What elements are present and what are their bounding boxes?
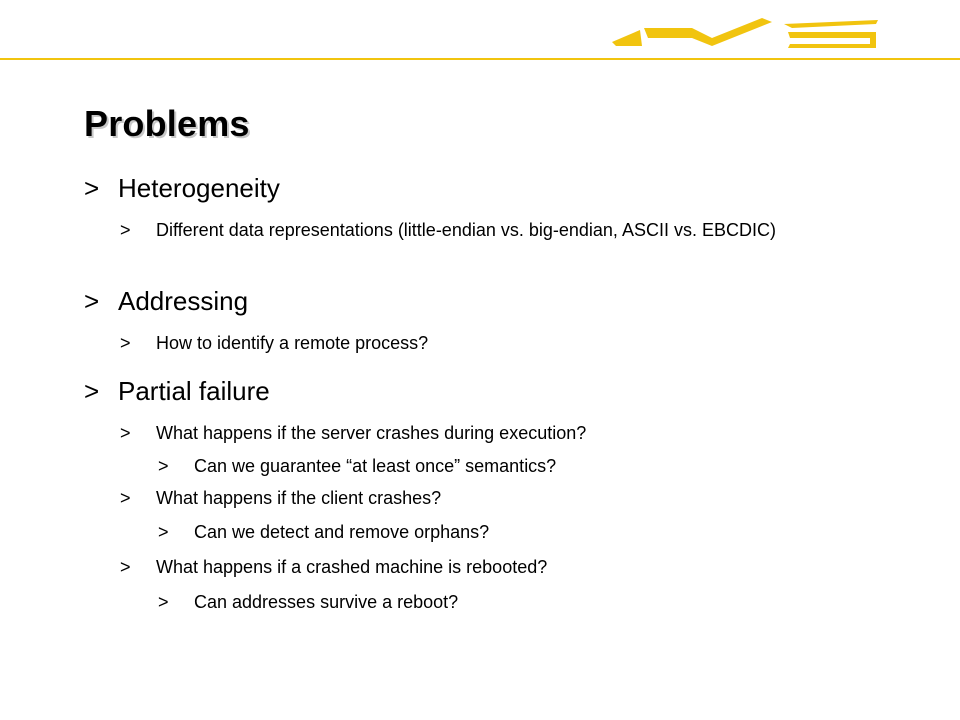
bullet-marker: > [120, 220, 131, 240]
list-item-text: Different data representations (little-endian vs. big-endian, ASCII vs. EBCDIC) [156, 220, 776, 240]
sub-list-item-text: Can we guarantee “at least once” semantics? [194, 456, 557, 476]
section-heading [84, 285, 248, 317]
bullet-marker: > [158, 522, 169, 542]
bullet-marker: > [158, 456, 169, 476]
bullet-marker: > [120, 488, 131, 508]
list-item [120, 486, 890, 511]
sub-list-item [158, 520, 489, 545]
sub-list-item [158, 590, 458, 615]
bullet-marker: > [84, 376, 100, 406]
section-heading-text: Heterogeneity [118, 173, 280, 203]
sub-list-item [158, 454, 556, 479]
bullet-marker: > [84, 286, 100, 316]
section-heading-text: Addressing [118, 286, 249, 316]
bullet-marker: > [120, 557, 131, 577]
sub-list-item-text: Can we detect and remove orphans? [194, 522, 490, 542]
section-heading-text: Partial failure [118, 376, 270, 406]
bullet-marker: > [158, 592, 169, 612]
sub-list-item-text: Can addresses survive a reboot? [194, 592, 459, 612]
slide-title: Problems [84, 103, 250, 144]
bullet-marker: > [120, 423, 131, 443]
list-item-text: What happens if the server crashes during execution? [156, 423, 587, 443]
list-item-text: What happens if the client crashes? [156, 488, 442, 508]
list-item [120, 421, 890, 446]
bullet-marker: > [120, 333, 131, 353]
list-item-text: How to identify a remote process? [156, 333, 429, 353]
list-item [120, 218, 890, 243]
list-item [120, 331, 890, 356]
bullet-marker: > [84, 173, 100, 203]
list-item-text: What happens if a crashed machine is rebooted? [156, 557, 548, 577]
section-heading [84, 375, 270, 407]
section-heading [84, 172, 280, 204]
list-item [120, 555, 890, 580]
